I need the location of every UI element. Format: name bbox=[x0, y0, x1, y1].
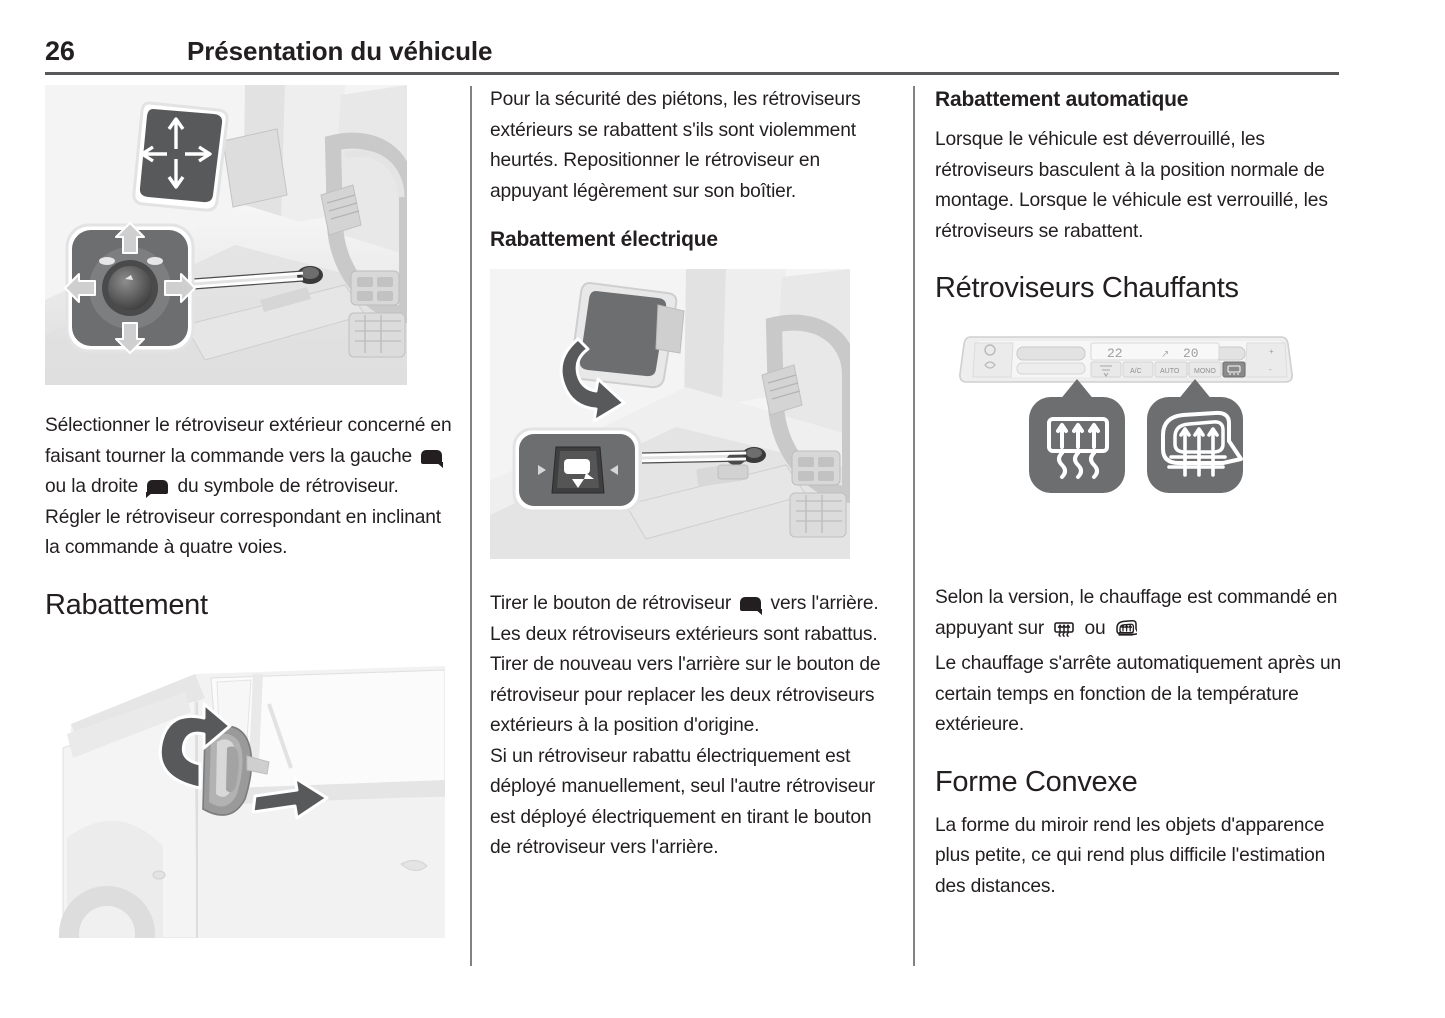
col1-p1-text-a: Sélectionner le rétroviseur extérieur concerné en faisant tourner la commande vers la gauche bbox=[45, 415, 452, 467]
col3-paragraph-3: Le chauffage s'arrête automatiquement après un certain temps en fonction de la température extérieure. bbox=[935, 653, 1342, 735]
mirror-defrost-icon bbox=[1115, 619, 1137, 650]
col2-paragraph-2 bbox=[490, 589, 890, 620]
column-1 bbox=[45, 85, 453, 938]
svg-text:↗: ↗ bbox=[1161, 349, 1170, 360]
heading-rabattement-automatique: Rabattement automatique bbox=[935, 88, 1189, 111]
svg-text:-: - bbox=[1269, 365, 1272, 374]
vehicle-mirror-fold-figure bbox=[45, 638, 453, 938]
heading-rabattement: Rabattement bbox=[45, 588, 208, 621]
heading-rabattement-electrique: Rabattement électrique bbox=[490, 228, 718, 251]
callout-rotary-knob bbox=[65, 223, 195, 353]
col2-paragraph-5: Si un rétroviseur rabattu électriquement est déployé manuellement, seul l'autre rétroviseur est déployé électriquement en tirant le bouton de rétroviseur vers l'arrière. bbox=[490, 745, 875, 858]
col1-paragraph-2: Régler le rétroviseur correspondant en inclinant la commande à quatre voies. bbox=[45, 506, 441, 558]
heading-retroviseurs-chauffants: Rétroviseurs Chauffants bbox=[935, 272, 1239, 304]
heading-forme-convexe: Forme Convexe bbox=[935, 765, 1138, 798]
climate-panel-figure bbox=[935, 325, 1345, 565]
col3-paragraph-1: Lorsque le véhicule est déverrouillé, les rétroviseurs basculent à la position normale de montage. Lorsque le véhicule est verrouillé, les rétroviseurs se rabattent. bbox=[935, 129, 1328, 242]
callout-mirror-arrows bbox=[134, 103, 227, 210]
col2-paragraph-3: Les deux rétroviseurs extérieurs sont rabattus. bbox=[490, 623, 878, 645]
column-2 bbox=[490, 85, 890, 864]
column-3 bbox=[935, 85, 1345, 902]
page-title: Présentation du véhicule bbox=[187, 36, 493, 66]
temp-left-display: 22 bbox=[1107, 346, 1123, 361]
electric-fold-button-figure bbox=[490, 269, 890, 559]
col3-p2-text-a: Selon la version, le chauffage est commandé en appuyant sur bbox=[935, 587, 1338, 639]
col2-paragraph-1: Pour la sécurité des piétons, les rétroviseurs extérieurs se rabattent s'ils sont violemment heurtés. Repositionner le rétroviseur en appuyant légèrement sur son boîtier. bbox=[490, 89, 861, 202]
col1-paragraph-1 bbox=[45, 411, 453, 503]
page-number: 26 bbox=[45, 36, 75, 66]
temp-right-display: 20 bbox=[1183, 346, 1199, 361]
column-divider-1 bbox=[470, 86, 472, 966]
btn-mono-label: MONO bbox=[1194, 368, 1216, 375]
col2-paragraph-4: Tirer de nouveau vers l'arrière sur le bouton de rétroviseur pour replacer les deux rétroviseurs extérieurs à la position d'origine. bbox=[490, 654, 881, 736]
col3-paragraph-4: La forme du miroir rend les objets d'apparence plus petite, ce qui rend plus difficile l'estimation des distances. bbox=[935, 814, 1326, 897]
callout-fold-button bbox=[514, 429, 640, 511]
mirror-button-icon bbox=[740, 597, 761, 611]
col1-p1-text-c: du symbole de rétroviseur. bbox=[172, 476, 399, 497]
climate-control-panel bbox=[960, 337, 1292, 382]
column-divider-2 bbox=[913, 86, 915, 966]
btn-auto-label: AUTO bbox=[1160, 368, 1180, 375]
col2-p2-text-a: Tirer le bouton de rétroviseur bbox=[490, 593, 737, 614]
col2-p2-text-b: vers l'arrière. bbox=[765, 593, 879, 614]
header-rule bbox=[45, 72, 1339, 75]
mirror-adjust-control-figure bbox=[45, 85, 453, 385]
col1-p1-text-b: ou la droite bbox=[45, 476, 144, 497]
col3-p2-text-b: ou bbox=[1079, 617, 1111, 639]
page-header bbox=[45, 34, 1345, 74]
col3-paragraph-2 bbox=[935, 583, 1345, 649]
rear-defrost-icon bbox=[1053, 619, 1075, 650]
mirror-right-icon bbox=[147, 480, 168, 494]
svg-text:+: + bbox=[1269, 347, 1274, 356]
mirror-left-icon bbox=[421, 450, 442, 464]
btn-ac-label: A/C bbox=[1130, 368, 1142, 375]
